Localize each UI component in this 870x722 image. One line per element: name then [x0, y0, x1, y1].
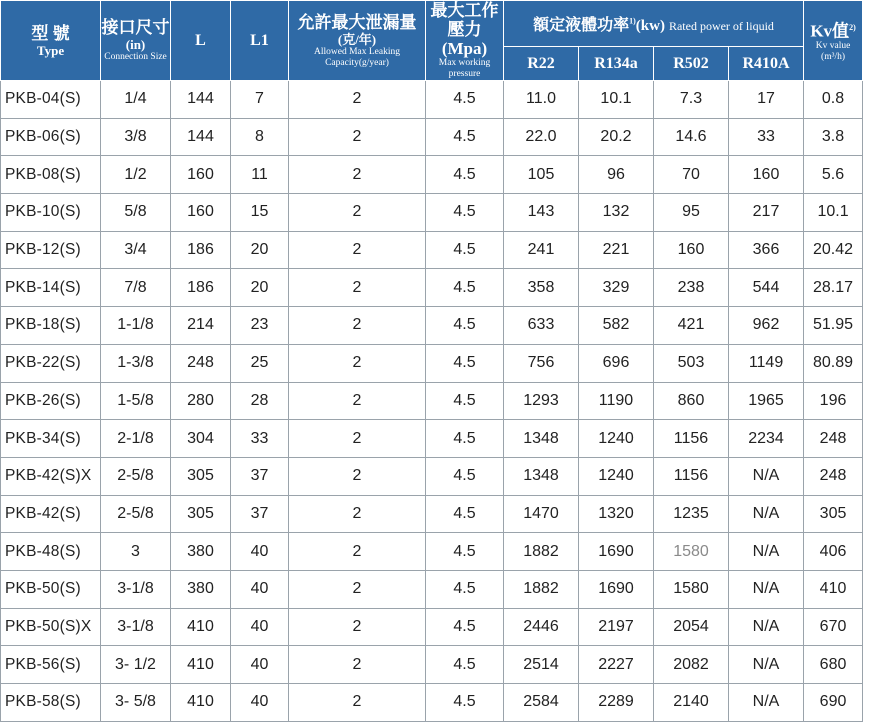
- header-kv-en: Kv value: [815, 40, 851, 51]
- cell-pressure: 4.5: [426, 420, 504, 458]
- table-row: [1, 156, 863, 194]
- table-row: [1, 533, 863, 571]
- header-pressure: [426, 1, 504, 81]
- cell-connection: 5/8: [101, 194, 171, 232]
- cell-r134a: 10.1: [579, 81, 654, 119]
- table-row: [1, 646, 863, 684]
- cell-r410a: 544: [729, 269, 804, 307]
- cell-l1: 40: [231, 608, 289, 646]
- cell-pressure: 4.5: [426, 382, 504, 420]
- cell-r22: 1470: [504, 495, 579, 533]
- cell-leak: 2: [289, 382, 426, 420]
- cell-l: 186: [171, 269, 231, 307]
- cell-leak: 2: [289, 570, 426, 608]
- cell-leak: 2: [289, 457, 426, 495]
- cell-type: PKB-18(S): [1, 307, 101, 345]
- cell-r502: 860: [654, 382, 729, 420]
- cell-r410a: N/A: [729, 533, 804, 571]
- cell-l1: 37: [231, 457, 289, 495]
- header-kv-unit: (m³/h): [821, 51, 846, 62]
- cell-r502: 2054: [654, 608, 729, 646]
- cell-kv: 3.8: [804, 118, 863, 156]
- cell-r22: 358: [504, 269, 579, 307]
- header-leak-en: Allowed Max Leaking Capacity(g/year): [313, 46, 400, 68]
- cell-pressure: 4.5: [426, 608, 504, 646]
- table-row: [1, 457, 863, 495]
- cell-r134a: 1240: [579, 457, 654, 495]
- cell-r22: 633: [504, 307, 579, 345]
- cell-r22: 2514: [504, 646, 579, 684]
- cell-leak: 2: [289, 156, 426, 194]
- header-r134a: R134a: [579, 47, 654, 81]
- cell-leak: 2: [289, 684, 426, 722]
- cell-l1: 8: [231, 118, 289, 156]
- header-type-zh: 型 號: [31, 23, 70, 43]
- header-leak-unit: (克/年): [337, 31, 377, 47]
- cell-pressure: 4.5: [426, 495, 504, 533]
- cell-r410a: 17: [729, 81, 804, 119]
- cell-r22: 11.0: [504, 81, 579, 119]
- table-row: [1, 684, 863, 722]
- cell-connection: 1/4: [101, 81, 171, 119]
- cell-type: PKB-58(S): [1, 684, 101, 722]
- cell-l: 280: [171, 382, 231, 420]
- cell-r22: 1882: [504, 570, 579, 608]
- cell-kv: 51.95: [804, 307, 863, 345]
- cell-r410a: 2234: [729, 420, 804, 458]
- cell-connection: 3-1/8: [101, 570, 171, 608]
- cell-type: PKB-06(S): [1, 118, 101, 156]
- cell-r502: 2140: [654, 684, 729, 722]
- cell-pressure: 4.5: [426, 307, 504, 345]
- cell-r410a: 217: [729, 194, 804, 232]
- header-rated-power: [504, 1, 804, 47]
- cell-r410a: 1965: [729, 382, 804, 420]
- cell-r22: 143: [504, 194, 579, 232]
- cell-connection: 2-5/8: [101, 457, 171, 495]
- cell-r410a: 1149: [729, 344, 804, 382]
- header-pressure-en: Max working pressure: [438, 58, 491, 79]
- cell-type: PKB-14(S): [1, 269, 101, 307]
- cell-r134a: 1690: [579, 533, 654, 571]
- cell-l: 160: [171, 156, 231, 194]
- cell-r134a: 20.2: [579, 118, 654, 156]
- cell-connection: 3- 5/8: [101, 684, 171, 722]
- cell-r410a: 160: [729, 156, 804, 194]
- cell-r410a: 366: [729, 231, 804, 269]
- header-type: [1, 1, 101, 81]
- cell-r134a: 2289: [579, 684, 654, 722]
- cell-connection: 3/8: [101, 118, 171, 156]
- cell-r22: 2446: [504, 608, 579, 646]
- header-rated-en: Rated power of liquid: [668, 19, 774, 33]
- cell-kv: 10.1: [804, 194, 863, 232]
- cell-leak: 2: [289, 495, 426, 533]
- header-r502: R502: [654, 47, 729, 81]
- cell-kv: 690: [804, 684, 863, 722]
- cell-r134a: 1190: [579, 382, 654, 420]
- header-pressure-zh2: 壓力(Mpa): [441, 20, 488, 58]
- cell-r134a: 1320: [579, 495, 654, 533]
- cell-type: PKB-12(S): [1, 231, 101, 269]
- cell-r502: 1580: [654, 533, 729, 571]
- cell-r22: 22.0: [504, 118, 579, 156]
- cell-l1: 33: [231, 420, 289, 458]
- cell-kv: 20.42: [804, 231, 863, 269]
- table-row: [1, 269, 863, 307]
- cell-kv: 196: [804, 382, 863, 420]
- cell-connection: 7/8: [101, 269, 171, 307]
- header-leak: [289, 1, 426, 81]
- cell-r502: 160: [654, 231, 729, 269]
- cell-leak: 2: [289, 194, 426, 232]
- header-rated-unit: (kw): [635, 18, 665, 34]
- cell-connection: 3-1/8: [101, 608, 171, 646]
- cell-connection: 2-5/8: [101, 495, 171, 533]
- cell-r22: 105: [504, 156, 579, 194]
- cell-pressure: 4.5: [426, 118, 504, 156]
- cell-leak: 2: [289, 81, 426, 119]
- cell-kv: 305: [804, 495, 863, 533]
- cell-leak: 2: [289, 646, 426, 684]
- cell-l1: 40: [231, 533, 289, 571]
- cell-type: PKB-22(S): [1, 344, 101, 382]
- cell-kv: 680: [804, 646, 863, 684]
- cell-l: 410: [171, 608, 231, 646]
- cell-pressure: 4.5: [426, 231, 504, 269]
- table-header: [1, 1, 863, 81]
- cell-r502: 421: [654, 307, 729, 345]
- cell-type: PKB-42(S)X: [1, 457, 101, 495]
- table-row: [1, 81, 863, 119]
- cell-r22: 1348: [504, 420, 579, 458]
- cell-r502: 70: [654, 156, 729, 194]
- cell-leak: 2: [289, 269, 426, 307]
- cell-kv: 410: [804, 570, 863, 608]
- cell-r502: 95: [654, 194, 729, 232]
- cell-l1: 40: [231, 570, 289, 608]
- table-row: [1, 608, 863, 646]
- header-type-en: Type: [36, 42, 65, 58]
- cell-r22: 1882: [504, 533, 579, 571]
- table-row: [1, 118, 863, 156]
- header-connection: [101, 1, 171, 81]
- cell-kv: 28.17: [804, 269, 863, 307]
- cell-l: 144: [171, 118, 231, 156]
- cell-l1: 40: [231, 684, 289, 722]
- cell-l1: 20: [231, 269, 289, 307]
- cell-r502: 1156: [654, 420, 729, 458]
- cell-l: 160: [171, 194, 231, 232]
- cell-r502: 238: [654, 269, 729, 307]
- header-rated-zh: 額定液體功率: [533, 17, 630, 34]
- cell-connection: 3: [101, 533, 171, 571]
- cell-l1: 28: [231, 382, 289, 420]
- cell-pressure: 4.5: [426, 194, 504, 232]
- cell-r134a: 1690: [579, 570, 654, 608]
- cell-leak: 2: [289, 533, 426, 571]
- cell-r22: 756: [504, 344, 579, 382]
- cell-r22: 1348: [504, 457, 579, 495]
- cell-pressure: 4.5: [426, 269, 504, 307]
- header-r22: R22: [504, 47, 579, 81]
- cell-r134a: 2227: [579, 646, 654, 684]
- cell-pressure: 4.5: [426, 646, 504, 684]
- cell-pressure: 4.5: [426, 156, 504, 194]
- cell-r502: 1235: [654, 495, 729, 533]
- cell-r134a: 96: [579, 156, 654, 194]
- cell-r502: 2082: [654, 646, 729, 684]
- table-row: [1, 570, 863, 608]
- cell-l: 214: [171, 307, 231, 345]
- header-leak-zh: 允許最大泄漏量: [297, 12, 417, 32]
- cell-r410a: 33: [729, 118, 804, 156]
- cell-leak: 2: [289, 608, 426, 646]
- table-row: [1, 231, 863, 269]
- cell-r410a: N/A: [729, 457, 804, 495]
- cell-r410a: N/A: [729, 495, 804, 533]
- cell-type: PKB-42(S): [1, 495, 101, 533]
- cell-leak: 2: [289, 420, 426, 458]
- cell-r502: 503: [654, 344, 729, 382]
- cell-connection: 1-1/8: [101, 307, 171, 345]
- cell-r134a: 2197: [579, 608, 654, 646]
- cell-r410a: N/A: [729, 646, 804, 684]
- cell-kv: 670: [804, 608, 863, 646]
- cell-type: PKB-34(S): [1, 420, 101, 458]
- cell-connection: 3- 1/2: [101, 646, 171, 684]
- header-connection-zh: 接口尺寸: [101, 18, 170, 37]
- cell-r134a: 132: [579, 194, 654, 232]
- cell-pressure: 4.5: [426, 344, 504, 382]
- cell-type: PKB-50(S)X: [1, 608, 101, 646]
- table-row: [1, 382, 863, 420]
- cell-l1: 15: [231, 194, 289, 232]
- cell-l1: 23: [231, 307, 289, 345]
- cell-r134a: 582: [579, 307, 654, 345]
- cell-r134a: 329: [579, 269, 654, 307]
- cell-type: PKB-04(S): [1, 81, 101, 119]
- cell-r22: 2584: [504, 684, 579, 722]
- header-kv-zh: Kv值: [810, 21, 850, 41]
- cell-kv: 248: [804, 420, 863, 458]
- cell-r22: 1293: [504, 382, 579, 420]
- table-row: [1, 495, 863, 533]
- header-kv-note: 2): [849, 23, 856, 33]
- cell-type: PKB-56(S): [1, 646, 101, 684]
- cell-pressure: 4.5: [426, 457, 504, 495]
- cell-l: 305: [171, 495, 231, 533]
- cell-kv: 5.6: [804, 156, 863, 194]
- cell-type: PKB-50(S): [1, 570, 101, 608]
- cell-l1: 20: [231, 231, 289, 269]
- cell-kv: 80.89: [804, 344, 863, 382]
- cell-r410a: N/A: [729, 608, 804, 646]
- header-connection-en: Connection Size: [104, 52, 167, 62]
- cell-l1: 11: [231, 156, 289, 194]
- cell-kv: 406: [804, 533, 863, 571]
- cell-l: 144: [171, 81, 231, 119]
- cell-r502: 1156: [654, 457, 729, 495]
- cell-leak: 2: [289, 307, 426, 345]
- cell-r134a: 221: [579, 231, 654, 269]
- table-body: [1, 81, 863, 722]
- cell-r502: 1580: [654, 570, 729, 608]
- header-l: L: [171, 1, 231, 81]
- cell-l1: 7: [231, 81, 289, 119]
- header-r410a: R410A: [729, 47, 804, 81]
- cell-l: 186: [171, 231, 231, 269]
- cell-leak: 2: [289, 344, 426, 382]
- cell-r134a: 1240: [579, 420, 654, 458]
- cell-r502: 7.3: [654, 81, 729, 119]
- table-row: [1, 420, 863, 458]
- table-row: [1, 194, 863, 232]
- cell-leak: 2: [289, 118, 426, 156]
- cell-connection: 1-3/8: [101, 344, 171, 382]
- cell-r410a: N/A: [729, 684, 804, 722]
- cell-type: PKB-48(S): [1, 533, 101, 571]
- cell-connection: 1-5/8: [101, 382, 171, 420]
- cell-connection: 3/4: [101, 231, 171, 269]
- cell-type: PKB-08(S): [1, 156, 101, 194]
- cell-pressure: 4.5: [426, 570, 504, 608]
- cell-connection: 2-1/8: [101, 420, 171, 458]
- cell-kv: 248: [804, 457, 863, 495]
- cell-l: 380: [171, 533, 231, 571]
- cell-leak: 2: [289, 231, 426, 269]
- cell-r134a: 696: [579, 344, 654, 382]
- cell-type: PKB-10(S): [1, 194, 101, 232]
- cell-r410a: 962: [729, 307, 804, 345]
- header-pressure-zh1: 最大工作: [430, 1, 499, 20]
- cell-l: 248: [171, 344, 231, 382]
- cell-r22: 241: [504, 231, 579, 269]
- cell-l: 410: [171, 684, 231, 722]
- cell-l: 304: [171, 420, 231, 458]
- cell-r410a: N/A: [729, 570, 804, 608]
- cell-l1: 40: [231, 646, 289, 684]
- cell-l1: 37: [231, 495, 289, 533]
- header-kv: [804, 1, 863, 81]
- cell-l: 305: [171, 457, 231, 495]
- table-row: [1, 344, 863, 382]
- cell-l1: 25: [231, 344, 289, 382]
- cell-kv: 0.8: [804, 81, 863, 119]
- cell-pressure: 4.5: [426, 684, 504, 722]
- cell-pressure: 4.5: [426, 533, 504, 571]
- header-l1: L1: [231, 1, 289, 81]
- cell-type: PKB-26(S): [1, 382, 101, 420]
- cell-l: 410: [171, 646, 231, 684]
- cell-r502: 14.6: [654, 118, 729, 156]
- table-row: [1, 307, 863, 345]
- header-rated-note: 1): [629, 16, 636, 26]
- cell-connection: 1/2: [101, 156, 171, 194]
- header-connection-unit: (in): [125, 37, 146, 52]
- cell-pressure: 4.5: [426, 81, 504, 119]
- cell-l: 380: [171, 570, 231, 608]
